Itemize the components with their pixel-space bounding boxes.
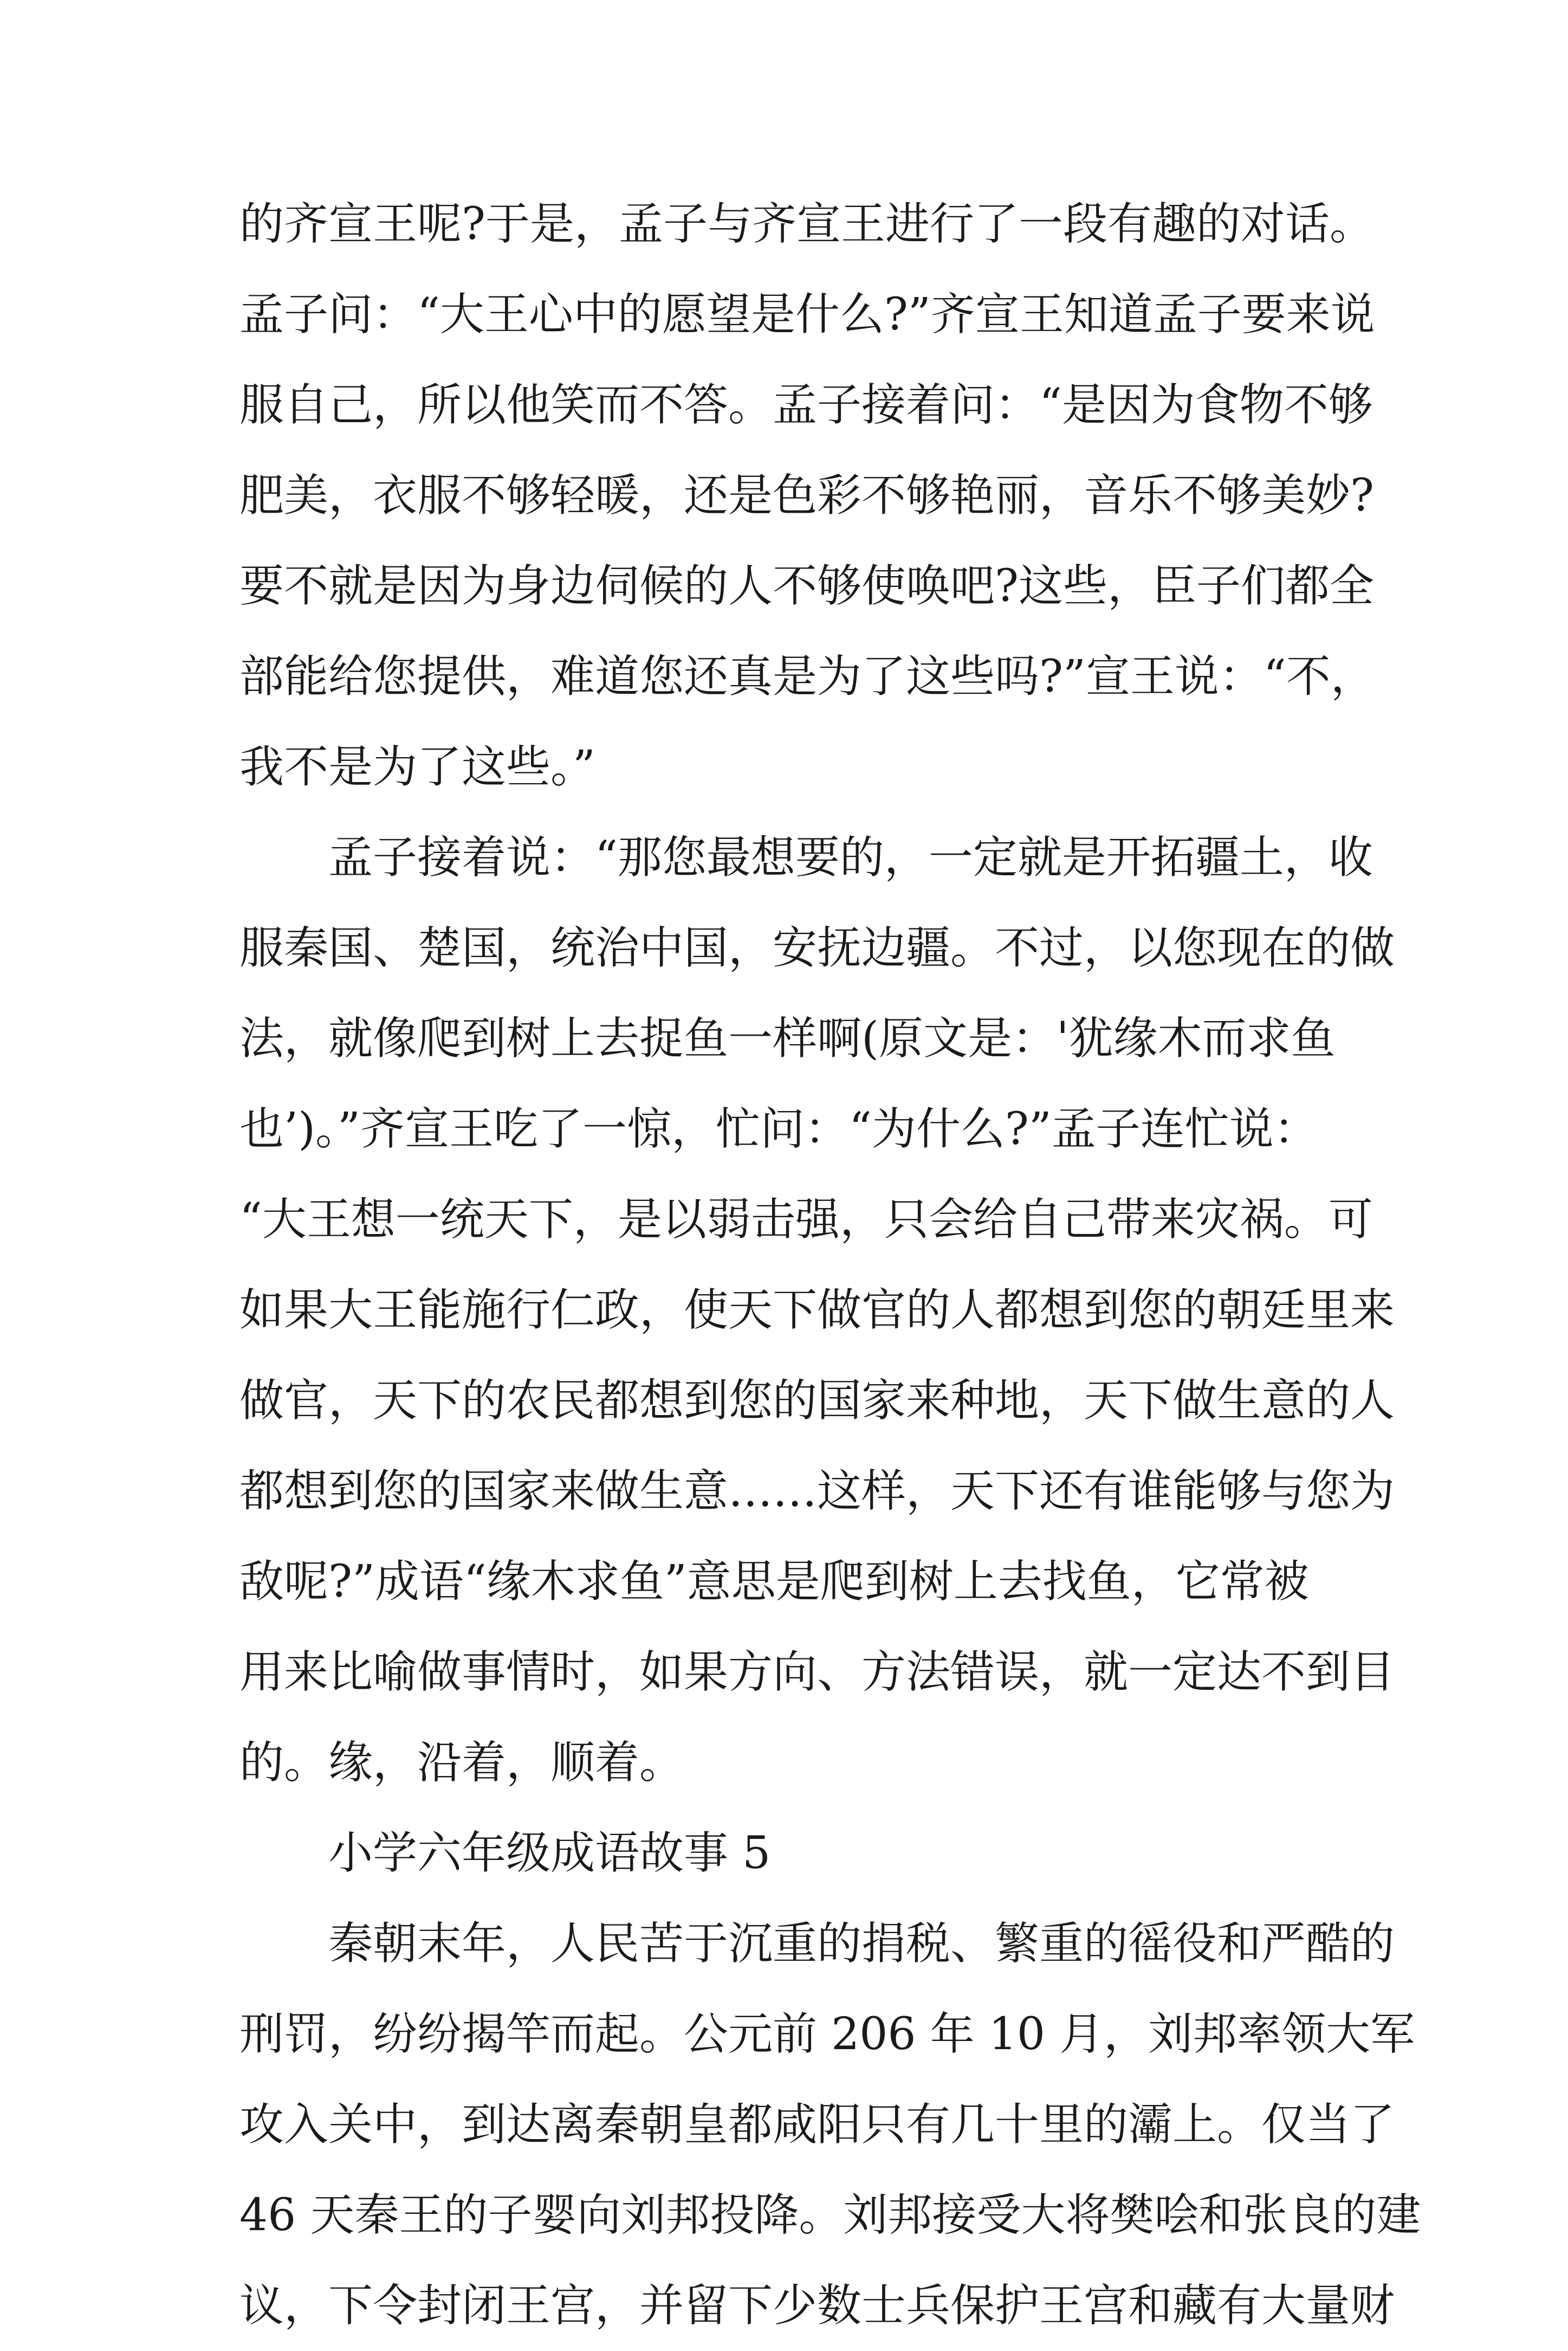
- text-line: 要不就是因为身边伺候的人不够使唤吧?这些，臣子们都全: [239, 560, 1374, 612]
- text-line: 部能给您提供，难道您还真是为了这些吗?”宣王说：“不，: [239, 651, 1375, 702]
- text-line: 秦朝末年，人民苦于沉重的捐税、繁重的徭役和严酷的: [328, 1918, 1395, 1969]
- text-line: “大王想一统天下，是以弱击强，只会给自己带来灾祸。可: [239, 1194, 1373, 1245]
- text-line: 议，下令封闭王宫，并留下少数士兵保护王宫和藏有大量财: [239, 2280, 1395, 2331]
- text-line: 敌呢?”成语“缘木求鱼”意思是爬到树上去找鱼，它常被: [239, 1556, 1309, 1607]
- text-line: 都想到您的国家来做生意……这样，天下还有谁能够与您为: [239, 1465, 1395, 1517]
- section-heading: 小学六年级成语故事 5: [328, 1827, 771, 1879]
- text-line: 46 天秦王的子婴向刘邦投降。刘邦接受大将樊哙和张良的建: [239, 2189, 1421, 2241]
- body-text: [239, 179, 1421, 2351]
- text-line: 孟子问：“大王心中的愿望是什么?”齐宣王知道孟子要来说: [239, 289, 1375, 340]
- text-line: 做官，天下的农民都想到您的国家来种地，天下做生意的人: [239, 1375, 1395, 1426]
- text-line: 刑罚，纷纷揭竿而起。公元前 206 年 10 月，刘邦率领大军: [239, 2008, 1415, 2060]
- text-line: 我不是为了这些。”: [239, 741, 595, 793]
- text-line: 法，就像爬到树上去捉鱼一样啊(原文是：'犹缘木而求鱼: [239, 1013, 1336, 1064]
- text-line: 如果大王能施行仁政，使天下做官的人都想到您的朝廷里来: [239, 1284, 1395, 1336]
- text-line: 的齐宣王呢?于是，孟子与齐宣王进行了一段有趣的对话。: [239, 198, 1374, 250]
- text-line: 肥美，衣服不够轻暖，还是色彩不够艳丽，音乐不够美妙?: [239, 470, 1374, 521]
- text-line: 用来比喻做事情时，如果方向、方法错误，就一定达不到目: [239, 1646, 1395, 1698]
- text-line: 服秦国、楚国，统治中国，安抚边疆。不过，以您现在的做: [239, 922, 1395, 974]
- text-line: 攻入关中，到达离秦朝皇都咸阳只有几十里的灞上。仅当了: [239, 2099, 1395, 2150]
- text-line: 孟子接着说：“那您最想要的，一定就是开拓疆土，收: [328, 832, 1373, 883]
- text-line: 服自己，所以他笑而不答。孟子接着问：“是因为食物不够: [239, 379, 1373, 431]
- text-line: 也’)。”齐宣王吃了一惊，忙问：“为什么?”孟子连忙说：: [239, 1103, 1318, 1155]
- text-line: 的。缘，沿着，顺着。: [239, 1737, 684, 1788]
